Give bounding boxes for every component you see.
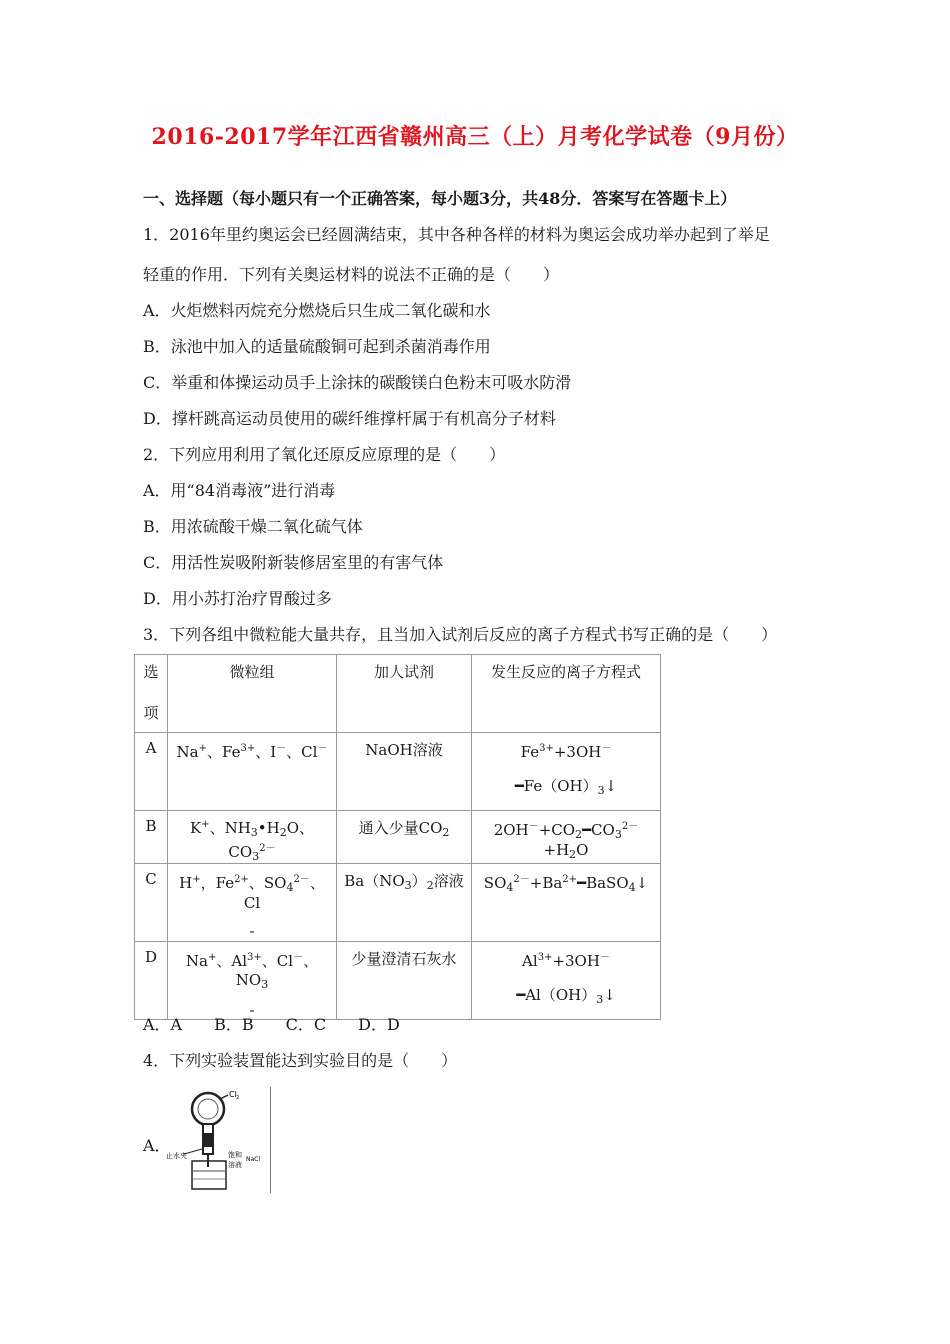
table-header-row — [135, 655, 661, 733]
q2-option-c: C．用活性炭吸附新装修居室里的有害气体 — [143, 553, 444, 572]
row-equation: $Al^{3+}+3OH^-$ $━Al(OH)_3↓$ — [472, 942, 661, 1020]
row-option: D — [135, 942, 168, 1020]
row-option: A — [135, 733, 168, 811]
q3-stem: 3．下列各组中微粒能大量共存，且当加入试剂后反应的离子方程式书写正确的是（ ） — [143, 625, 778, 644]
header-reagent: 加人试剂 — [337, 655, 472, 733]
q1-option-d: D．撑杆跳高运动员使用的碳纤维撑杆属于有机高分子材料 — [143, 409, 556, 428]
svg-text:2: 2 — [236, 1095, 240, 1101]
row-option: B — [135, 811, 168, 864]
header-equation: 发生反应的离子方程式 — [472, 655, 661, 733]
row-reagent: 少量澄清石灰水 — [337, 942, 472, 1020]
q2-option-d: D．用小苏打治疗胃酸过多 — [143, 589, 332, 608]
figure-label-gas: Cl — [229, 1090, 237, 1099]
row-equation: $Fe^{3+}+3OH^-$ $━Fe(OH)_3↓$ — [472, 733, 661, 811]
row-reagent: $Ba(NO_3)_2$溶液 — [337, 864, 472, 942]
q4-stem: 4．下列实验装置能达到实验目的是（ ） — [143, 1051, 458, 1070]
figure-divider — [270, 1087, 271, 1193]
table-row — [135, 811, 661, 864]
figure-label-saturated: 饱和 — [228, 1151, 242, 1159]
header-option — [135, 655, 168, 733]
row-equation: $SO_4^{2-}+Ba^{2+}━BaSO_4↓$ — [472, 864, 661, 942]
row-particles: Na+、$Al^{3+}$、Cl－、$NO_3$ - — [168, 942, 337, 1020]
table-row — [135, 942, 661, 1020]
table-row — [135, 733, 661, 811]
q4-option-a-label: A． — [143, 1136, 171, 1155]
q1-option-c: C．举重和体操运动员手上涂抹的碳酸镁白色粉末可吸水防滑 — [143, 373, 572, 392]
q1-option-a: A．火炬燃料丙烷充分燃烧后只生成二氧化碳和水 — [143, 301, 491, 320]
row-option: C — [135, 864, 168, 942]
figure-label-solution: 溶液 — [228, 1161, 242, 1169]
q2-option-a: A．用“84消毒液”进行消毒 — [143, 481, 336, 500]
apparatus-figure — [162, 1087, 270, 1193]
row-reagent: NaOH溶液 — [337, 733, 472, 811]
row-equation: $2OH^-+CO_2━CO_3^{2-}+H_2O$ — [472, 811, 661, 864]
q1-option-b: B．泳池中加入的适量硫酸铜可起到杀菌消毒作用 — [143, 337, 491, 356]
header-option-char1: 选 — [143, 663, 159, 681]
section-heading: 一、选择题（每小题只有一个正确答案，每小题3分，共48分．答案写在答题卡上） — [143, 189, 737, 208]
q3-table — [134, 654, 661, 1020]
row-particles: K+、$NH_3•H_2O$、$CO_3^{2-}$ — [168, 811, 337, 864]
row-reagent: 通入少量$CO_2$ — [337, 811, 472, 864]
q2-stem: 2．下列应用利用了氧化还原反应原理的是（ ） — [143, 445, 506, 464]
header-option-char2: 项 — [143, 704, 159, 722]
page-title: 2016-2017学年江西省赣州高三（上）月考化学试卷（9月份） — [151, 124, 799, 150]
q3-choices: A．A B．B C．C D．D — [143, 1015, 400, 1034]
q1-stem-line2: 轻重的作用．下列有关奥运材料的说法不正确的是（ ） — [143, 265, 560, 284]
row-particles: Na+、$Fe^{3+}$、I－、Cl－ — [168, 733, 337, 811]
row-particles: H+，$Fe^{2+}$、$SO_4^{2-}$、Cl - — [168, 864, 337, 942]
q2-option-b: B．用浓硫酸干燥二氧化硫气体 — [143, 517, 363, 536]
q1-stem-line1: 1．2016年里约奥运会已经圆满结束，其中各种各样的材料为奥运会成功举办起到了举足 — [143, 225, 770, 244]
figure-label-nacl: NaCl — [246, 1156, 261, 1163]
header-particles: 微粒组 — [168, 655, 337, 733]
figure-label-clamp: 止水夹 — [166, 1152, 187, 1160]
table-row — [135, 864, 661, 942]
